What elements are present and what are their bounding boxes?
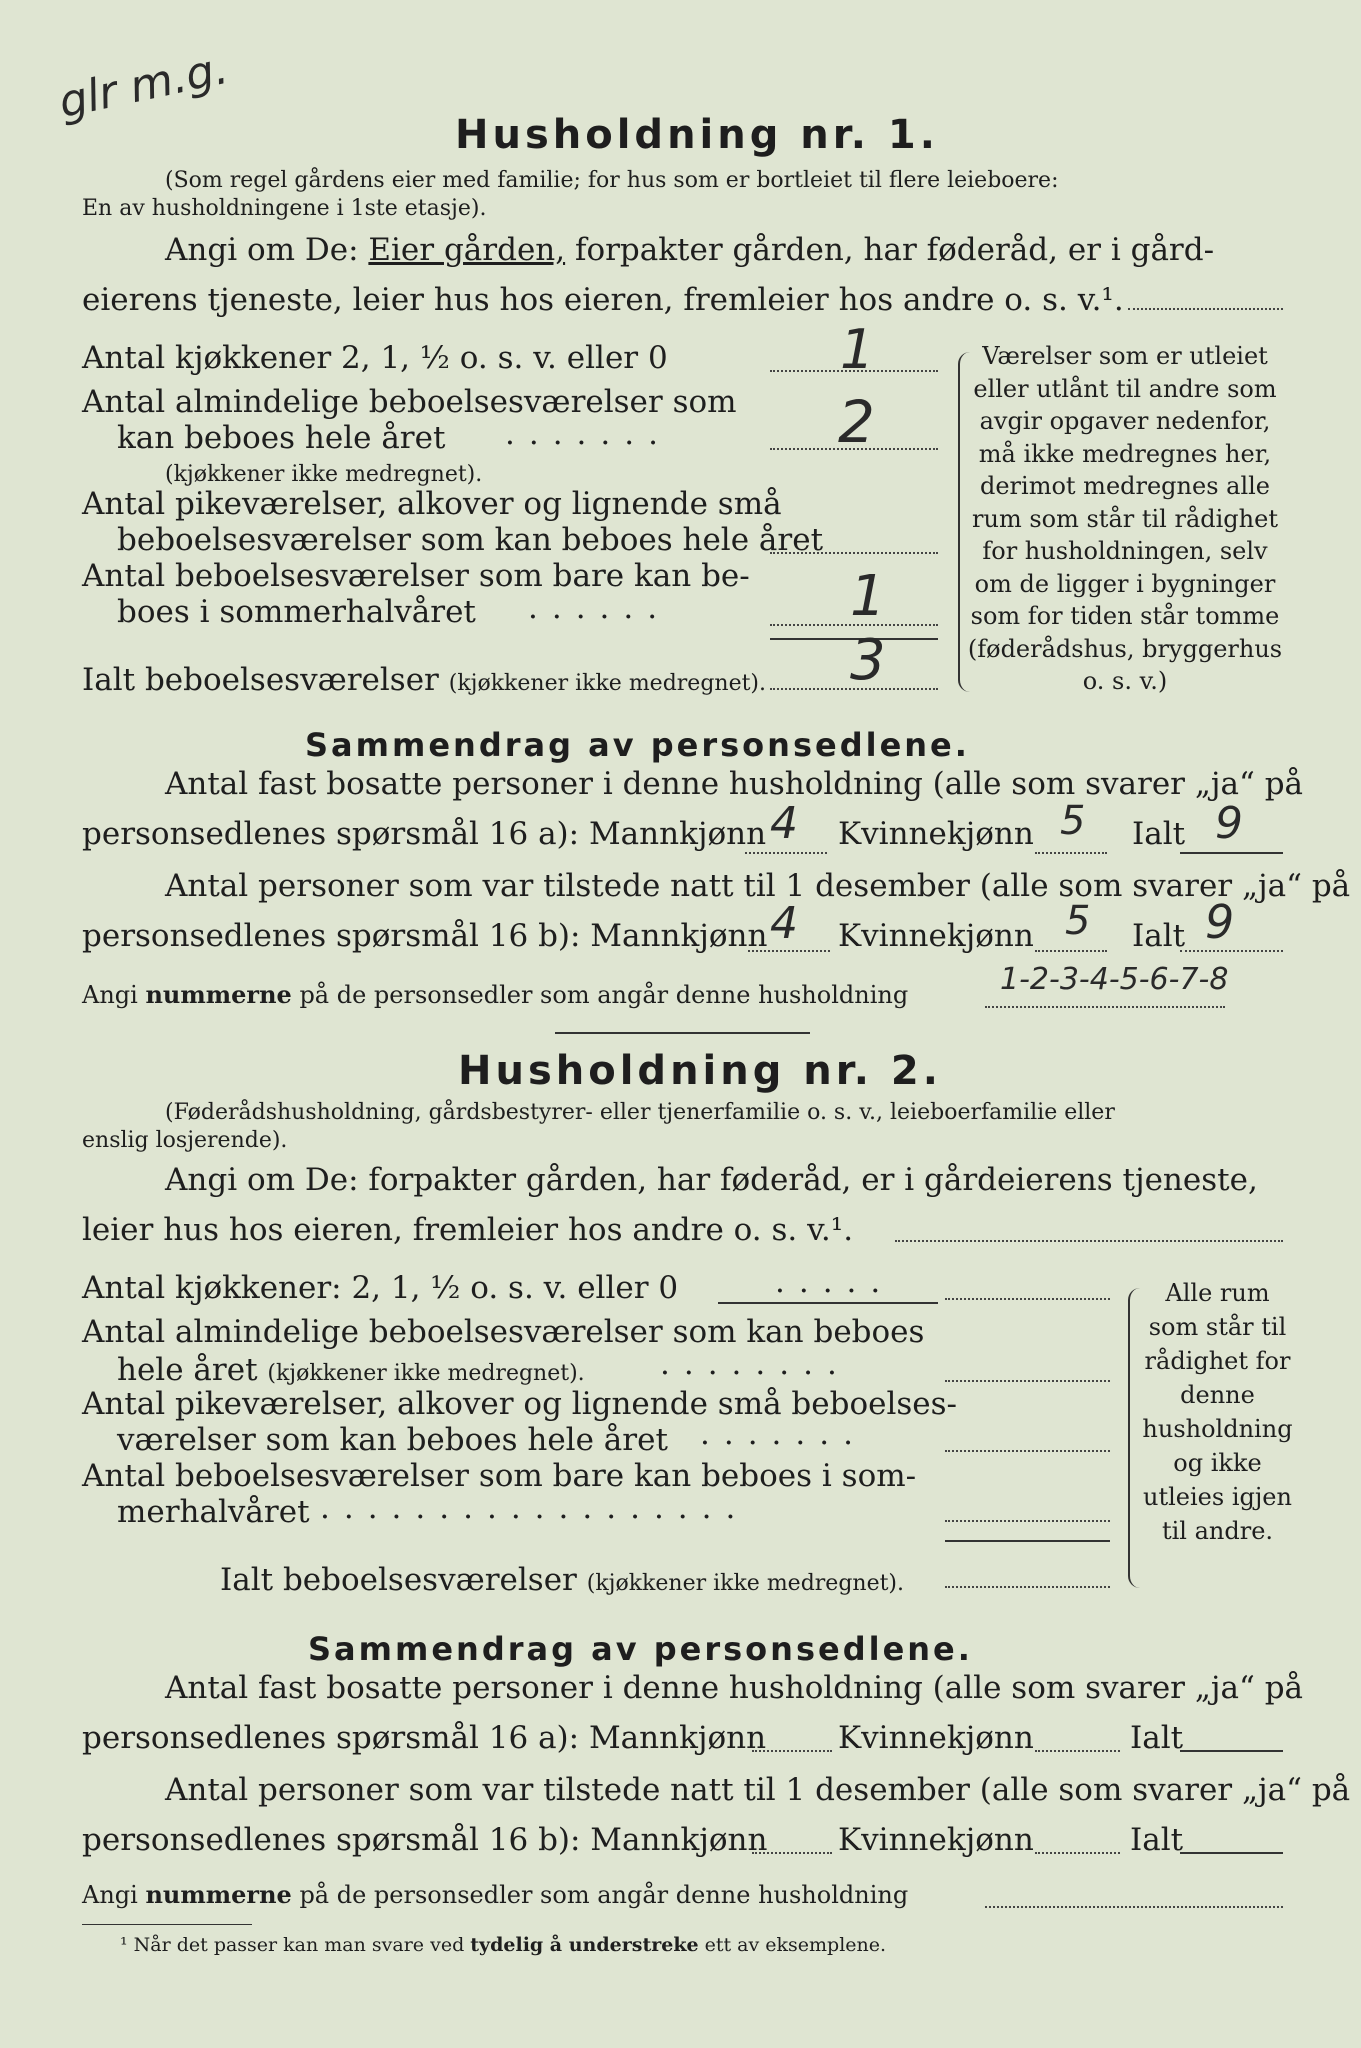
h1-alm-label2: kan beboes hele året <box>117 420 446 456</box>
h1-alm-leader: ....... <box>505 416 672 452</box>
h2-ialt-row <box>220 1562 904 1598</box>
h1-a-kvinne-field[interactable] <box>1035 852 1107 854</box>
h2-note-line2: enslig losjerende). <box>82 1128 288 1153</box>
h1-ialt-note: (kjøkkener ikke medregnet). <box>448 671 767 696</box>
h1-a-ialt-field[interactable] <box>1180 852 1283 854</box>
h2-alm-leader: ........ <box>660 1346 851 1382</box>
h1-nummer-text: på de personsedler som angår denne husholdning <box>299 981 909 1009</box>
h1-nummer-angi: Angi <box>82 981 138 1009</box>
h2-alm-label2: hele året <box>117 1352 258 1388</box>
h1-pike-label2: beboelsesværelser som kan beboes hele året <box>117 522 824 558</box>
h2-sommer-label2: merhalvåret <box>117 1494 310 1530</box>
h1-alm-note: (kjøkkener ikke medregnet). <box>165 462 483 487</box>
h2-a-ialt-label: Ialt <box>1130 1720 1184 1756</box>
footnote-text-c: ett av eksemplene. <box>704 1934 887 1956</box>
h1-ialt-label: Ialt beboelsesværelser <box>82 662 439 698</box>
h1-kjokkener-value: 1 <box>840 318 875 381</box>
h1-title: Husholdning nr. 1. <box>455 112 939 158</box>
h1-pike-label1: Antal pikeværelser, alkover og lignende små <box>82 486 782 522</box>
h2-sum-rule <box>945 1540 1110 1542</box>
h2-alm-label1: Antal almindelige beboelsesværelser som kan beboes <box>82 1314 925 1350</box>
h1-summary-b-line2: personsedlenes spørsmål 16 b): Mannkjønn <box>82 918 768 954</box>
h2-angi-answer-line[interactable] <box>895 1240 1283 1242</box>
footnote-rule <box>82 1924 252 1925</box>
h2-sommer-label1: Antal beboelsesværelser som bare kan beboes i som- <box>82 1458 917 1494</box>
h1-summary-a-line1: Antal fast bosatte personer i denne husholdning (alle som svarer „ja“ på <box>165 766 1304 802</box>
h2-summary-title: Sammendrag av personsedlene. <box>308 1630 973 1668</box>
h2-angi-line1: Angi om De: forpakter gården, har føderåd, er i gårdeierens tjeneste, <box>165 1162 1258 1198</box>
h1-note-line1: (Som regel gårdens eier med familie; for hus som er bortleiet til flere leieboere: <box>165 168 1059 193</box>
h1-a-kvinne-label: Kvinnekjønn <box>838 816 1034 852</box>
margin-handwriting: glr m.g. <box>54 42 233 129</box>
h2-pike-label1: Antal pikeværelser, alkover og lignende små beboelses- <box>82 1386 958 1422</box>
h2-sommer-leader: .................. <box>320 1490 750 1526</box>
h2-ialt-field[interactable] <box>945 1586 1110 1588</box>
h2-pike-leader: ....... <box>700 1416 867 1452</box>
h2-b-mann-field[interactable] <box>752 1852 832 1854</box>
h1-a-mann-field[interactable] <box>745 852 827 854</box>
h2-kjokkener-rule <box>718 1302 938 1304</box>
h2-sommer-field[interactable] <box>945 1520 1110 1522</box>
h1-angi-line2: eierens tjeneste, leier hus hos eieren, fremleier hos andre o. s. v.¹. <box>82 282 1124 318</box>
h2-b-kvinne-label: Kvinnekjønn <box>838 1822 1034 1858</box>
h2-summary-b-line2: personsedlenes spørsmål 16 b): Mannkjønn <box>82 1822 768 1858</box>
h2-b-ialt-label: Ialt <box>1130 1822 1184 1858</box>
h1-summary-b-line1: Antal personer som var tilstede natt til 1 desember (alle som svarer „ja“ på <box>165 868 1351 904</box>
h1-side-note: Værelser som er utleiet eller utlånt til andre som avgir opgaver nedenfor, må ikke medregnes her, derimot medregnes alle rum som står til rådighet for husholdningen, selv om de ligger i bygninger som for tiden står tomme (føderådshus, bryggerhus o. s. v.) <box>967 342 1283 695</box>
h1-b-ialt-label: Ialt <box>1132 918 1186 954</box>
h2-alm-field[interactable] <box>945 1380 1110 1382</box>
h2-angi-line2: leier hus hos eieren, fremleier hos andre o. s. v.¹. <box>82 1212 854 1248</box>
h2-a-ialt-field[interactable] <box>1180 1750 1283 1752</box>
h1-b-mann-value: 4 <box>770 898 798 949</box>
h1-angi-eier-underlined: Eier gården, <box>368 232 566 268</box>
h2-summary-a-line2: personsedlenes spørsmål 16 a): Mannkjønn <box>82 1720 767 1756</box>
h1-pike-field[interactable] <box>770 552 938 554</box>
h1-b-kvinne-label: Kvinnekjønn <box>838 918 1034 954</box>
h1-alm-label1: Antal almindelige beboelsesværelser som <box>82 384 737 420</box>
h2-a-mann-field[interactable] <box>752 1750 832 1752</box>
h1-b-ialt-value: 9 <box>1205 895 1235 949</box>
h1-sommer-label2: boes i sommerhalvåret <box>117 594 476 630</box>
footnote-text-a: ¹ Når det passer kan man svare ved <box>120 1934 465 1956</box>
h2-kjokkener-leader: ..... <box>775 1264 895 1300</box>
h2-title: Husholdning nr. 2. <box>458 1048 942 1094</box>
footnote <box>120 1934 886 1956</box>
h1-summary-a-line2: personsedlenes spørsmål 16 a): Mannkjønn <box>82 816 767 852</box>
h1-alm-value: 2 <box>838 388 875 456</box>
h1-b-kvinne-value: 5 <box>1065 898 1091 944</box>
h1-b-kvinne-field[interactable] <box>1035 950 1107 952</box>
h1-angi-answer-line[interactable] <box>1128 308 1283 310</box>
h1-nummer-field[interactable] <box>985 1006 1225 1008</box>
h2-ialt-label: Ialt beboelsesværelser <box>220 1562 577 1598</box>
footnote-bold: tydelig å understreke <box>470 1934 699 1956</box>
h2-side-note: Alle rum som står til rådighet for denne husholdning og ikke utleies igjen til andre. <box>1142 1279 1293 1545</box>
h2-nummer-text: på de personsedler som angår denne husholdning <box>299 1881 909 1909</box>
h2-summary-a-line1: Antal fast bosatte personer i denne husholdning (alle som svarer „ja“ på <box>165 1670 1304 1706</box>
h2-nummer-field[interactable] <box>985 1906 1283 1908</box>
h2-pike-label2: værelser som kan beboes hele året <box>117 1422 668 1458</box>
h2-alm-row2 <box>117 1352 585 1388</box>
h1-sommer-label1: Antal beboelsesværelser som bare kan be- <box>82 558 750 594</box>
h1-note-line2: En av husholdningene i 1ste etasje). <box>82 196 487 221</box>
h1-nummer-value: 1-2-3-4-5-6-7-8 <box>1000 962 1229 997</box>
h2-nummer-angi: Angi <box>82 1881 138 1909</box>
h1-sommer-leader: ...... <box>528 590 672 626</box>
h1-ialt-row <box>82 662 766 698</box>
h2-pike-field[interactable] <box>945 1450 1110 1452</box>
h1-angi-prefix: Angi om De: <box>165 232 359 268</box>
h2-nummer-bold: nummerne <box>145 1880 292 1909</box>
h2-a-kvinne-field[interactable] <box>1035 1750 1120 1752</box>
section-divider <box>555 1032 810 1034</box>
h1-ialt-value: 3 <box>850 628 886 693</box>
h2-b-kvinne-field[interactable] <box>1035 1852 1120 1854</box>
h2-kjokkener-field[interactable] <box>945 1298 1110 1300</box>
h1-a-kvinne-value: 5 <box>1060 798 1086 844</box>
h2-a-kvinne-label: Kvinnekjønn <box>838 1720 1034 1756</box>
h2-ialt-note: (kjøkkener ikke medregnet). <box>586 1571 905 1596</box>
h2-note-line1: (Føderådshusholdning, gårdsbestyrer- eller tjenerfamilie o. s. v., leieboerfamilie eller <box>165 1100 1115 1125</box>
h2-alm-note: (kjøkkener ikke medregnet). <box>267 1361 585 1386</box>
h1-angi-line1 <box>165 232 1214 268</box>
h1-a-mann-value: 4 <box>770 798 798 849</box>
h1-nummer-bold: nummerne <box>145 980 292 1009</box>
h1-nummer-row <box>82 980 908 1009</box>
h1-b-mann-field[interactable] <box>748 950 830 952</box>
h1-angi-rest: forpakter gården, har føderåd, er i gård- <box>574 232 1215 268</box>
h2-nummer-row <box>82 1880 908 1909</box>
h1-kjokkener-label: Antal kjøkkener 2, 1, ½ o. s. v. eller 0 <box>82 340 668 376</box>
h2-kjokkener-label: Antal kjøkkener: 2, 1, ½ o. s. v. eller 0 <box>82 1270 679 1306</box>
h1-a-ialt-label: Ialt <box>1132 816 1186 852</box>
h1-sommer-value: 1 <box>850 564 886 629</box>
h2-b-ialt-field[interactable] <box>1180 1852 1283 1854</box>
h1-b-ialt-field[interactable] <box>1180 950 1283 952</box>
h1-a-ialt-value: 9 <box>1215 798 1243 849</box>
h1-summary-title: Sammendrag av personsedlene. <box>305 726 970 764</box>
h2-summary-b-line1: Antal personer som var tilstede natt til 1 desember (alle som svarer „ja“ på <box>165 1772 1351 1808</box>
